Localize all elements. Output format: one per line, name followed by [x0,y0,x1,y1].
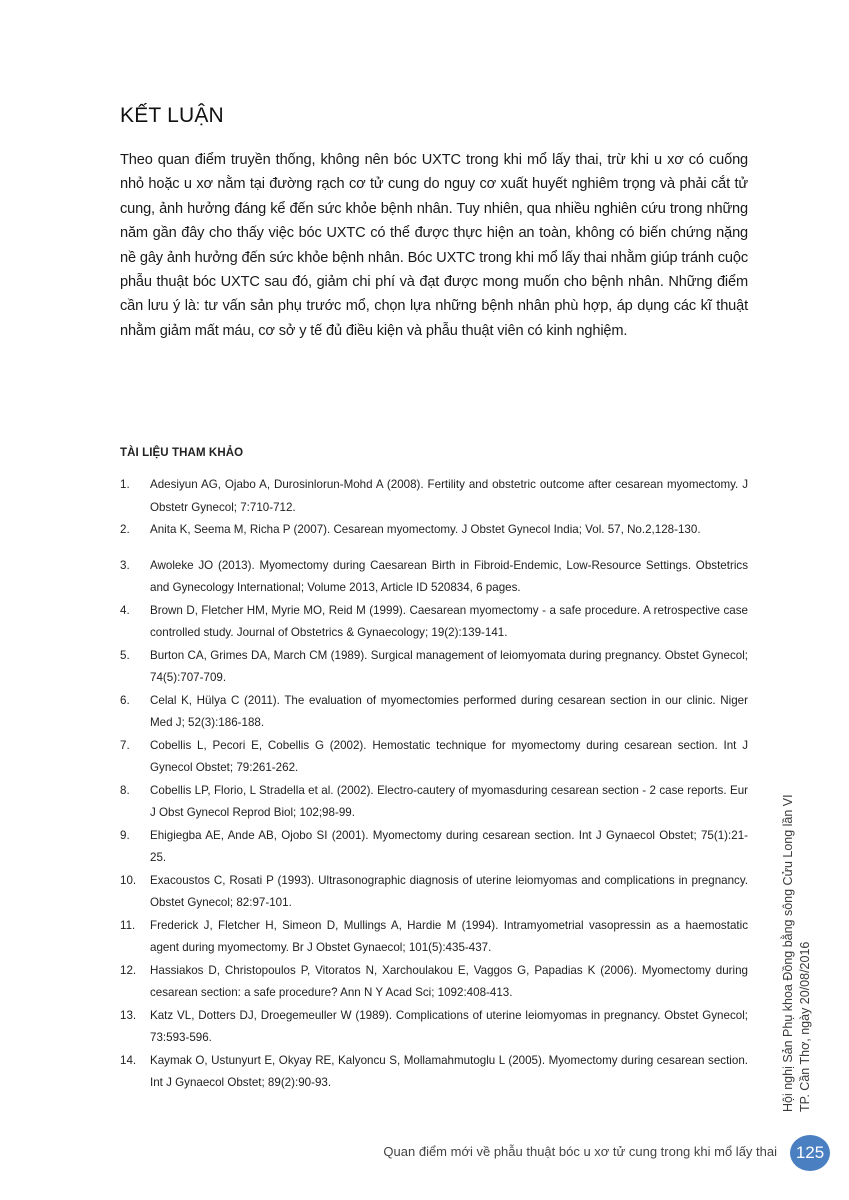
reference-number: 6. [120,693,130,707]
reference-text: Kaymak O, Ustunyurt E, Okyay RE, Kalyoncu S, Mollamahmutoglu L (2005). Myomectomy during cesarean section. Int J Gynaecol Obstet; 89(2):90-93. [150,1053,748,1089]
reference-item [120,735,748,780]
reference-number: 14. [120,1053,137,1067]
reference-number: 1. [120,478,130,491]
reference-text: Cobellis LP, Florio, L Stradella et al. (2002). Electro-cautery of myomasduring cesarean section - 2 case reports. Eur J Obst Gynecol Reprod Biol; 102;98-99. [150,783,748,819]
reference-list [120,474,748,1095]
conference-name: Hội nghị Sản Phụ khoa Đồng bằng sông Cửu Long lần VI [781,794,795,1112]
reference-number: 5. [120,648,130,662]
conference-location-date: TP. Cần Thơ, ngày 20/08/2016 [798,941,812,1112]
reference-item [120,780,748,825]
reference-item [120,645,748,690]
reference-text: Brown D, Fletcher HM, Myrie MO, Reid M (1999). Caesarean myomectomy - a safe procedure. A retrospective case controlled study. Journal of Obstetrics & Gynaecology; 19(2):139-141. [150,603,748,639]
reference-number: 7. [120,738,130,752]
reference-item [120,915,748,960]
references-title: TÀI LIỆU THAM KHẢO [120,447,244,459]
running-footer-title: Quan điểm mới về phẫu thuật bóc u xơ tử cung trong khi mổ lấy thai [383,1144,777,1159]
reference-number: 13. [120,1008,137,1022]
reference-text: Burton CA, Grimes DA, March CM (1989). Surgical management of leiomyomata during pregnancy. Obstet Gynecol; 74(5):707-709. [150,648,748,684]
reference-text: Celal K, Hülya C (2011). The evaluation of myomectomies performed during cesarean section in our clinic. Niger Med J; 52(3):186-188. [150,693,748,729]
reference-item [120,519,748,542]
conference-sidebar [780,794,814,1112]
reference-text: Hassiakos D, Christopoulos P, Vitoratos N, Xarchoulakou E, Vaggos G, Papadias K (2006). Myomectomy during cesarean section: a safe procedure? Ann N Y Acad Sci; 1092:408-413. [150,963,748,999]
reference-text: Frederick J, Fletcher H, Simeon D, Mullings A, Hardie M (1994). Intramyometrial vasopressin as a haemostatic agent during myomectomy. Br J Obstet Gynaecol; 101(5):435-437. [150,918,748,954]
reference-item [120,870,748,915]
reference-item [120,690,748,735]
reference-number: 3. [120,558,130,572]
reference-number: 10. [120,873,137,887]
reference-number: 4. [120,603,130,617]
reference-text: Ehigiegba AE, Ande AB, Ojobo SI (2001). Myomectomy during cesarean section. Int J Gynaecol Obstet; 75(1):21-25. [150,828,748,864]
reference-item [120,825,748,870]
reference-number: 2. [120,523,130,536]
reference-text: Awoleke JO (2013). Myomectomy during Caesarean Birth in Fibroid-Endemic, Low-Resource Settings. Obstetrics and Gynecology International; Volume 2013, Article ID 520834, 6 pages. [150,558,748,594]
reference-text: Cobellis L, Pecori E, Cobellis G (2002). Hemostatic technique for myomectomy during cesarean section. Int J Gynecol Obstet; 79:261-262. [150,738,748,774]
reference-number: 11. [120,918,136,932]
reference-number: 9. [120,828,130,842]
reference-text: Exacoustos C, Rosati P (1993). Ultrasonographic diagnosis of uterine leiomyomas and complications in pregnancy. Obstet Gynecol; 82:97-101. [150,873,748,909]
reference-item [120,1005,748,1050]
reference-item [120,555,748,600]
conclusion-paragraph: Theo quan điểm truyền thống, không nên bóc UXTC trong khi mổ lấy thai, trừ khi u xơ có cuống nhỏ hoặc u xơ nằm tại đường rạch cơ tử cung do nguy cơ xuất huyết nghiêm trọng và phải cắt tử cung, ảnh hưởng đáng kể đến sức khỏe bệnh nhân. Tuy nhiên, qua nhiều nghiên cứu trong những năm gần đây cho thấy việc bóc UXTC có thể được thực hiện an toàn, không có biến chứng nặng nề gây ảnh hưởng đến sức khỏe bệnh nhân. Bóc UXTC trong khi mổ lấy thai nhằm giúp tránh cuộc phẫu thuật bóc UXTC sau đó, giảm chi phí và đạt được mong muốn cho bệnh nhân. Những điểm cần lưu ý là: tư vấn sản phụ trước mổ, chọn lựa những bệnh nhân phù hợp, áp dụng các kĩ thuật nhằm giảm mất máu, cơ sở y tế đủ điều kiện và phẫu thuật viên có kinh nghiệm. [120,152,748,339]
reference-text: Katz VL, Dotters DJ, Droegemeuller W (1989). Complications of uterine leiomyomas in pregnancy. Obstet Gynecol; 73:593-596. [150,1008,748,1044]
section-heading: KẾT LUẬN [120,104,224,127]
reference-item [120,600,748,645]
reference-text: Anita K, Seema M, Richa P (2007). Cesarean myomectomy. J Obstet Gynecol India; Vol. 57, No.2,128-130. [150,523,701,536]
reference-number: 12. [120,963,137,977]
reference-item [120,960,748,1005]
reference-text: Adesiyun AG, Ojabo A, Durosinlorun-Mohd A (2008). Fertility and obstetric outcome after cesarean myomectomy. J Obstetr Gynecol; 7:710-712. [150,478,748,514]
reference-number: 8. [120,783,130,797]
reference-item [120,474,748,519]
reference-item [120,1050,748,1095]
page-number-badge: 125 [790,1135,830,1171]
